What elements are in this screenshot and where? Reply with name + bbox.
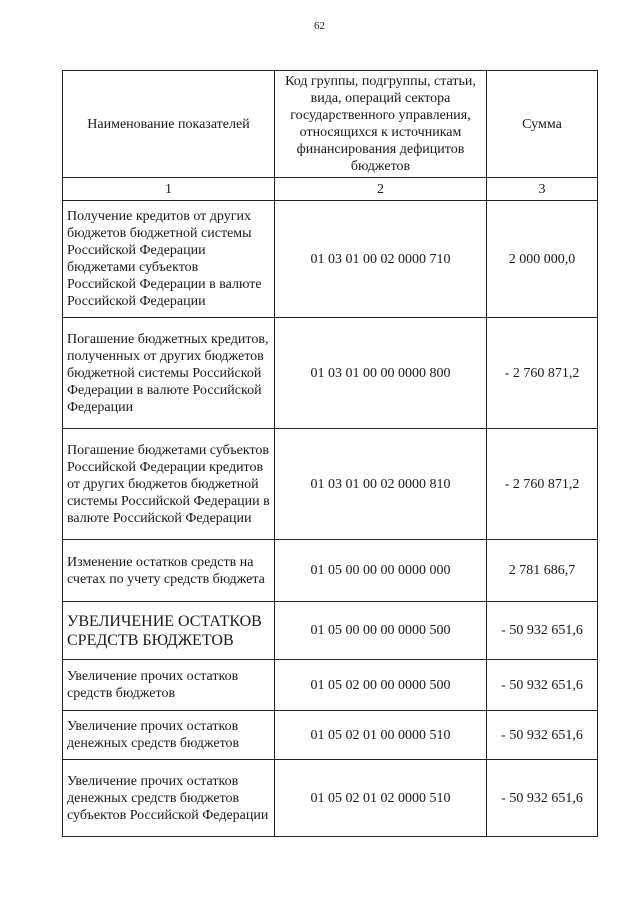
row-code: 01 03 01 00 02 0000 710	[275, 201, 487, 318]
header-indicator-name: Наименование показателей	[63, 71, 275, 178]
row-name: УВЕЛИЧЕНИЕ ОСТАТКОВ СРЕДСТВ БЮДЖЕТОВ	[63, 602, 275, 660]
row-code: 01 05 02 01 00 0000 510	[275, 711, 487, 760]
column-number: 2	[275, 178, 487, 201]
column-number: 3	[487, 178, 598, 201]
row-amount: - 50 932 651,6	[487, 711, 598, 760]
header-amount: Сумма	[487, 71, 598, 178]
page-number: 62	[314, 20, 325, 32]
row-amount: - 50 932 651,6	[487, 602, 598, 660]
row-amount: - 50 932 651,6	[487, 760, 598, 837]
row-name: Погашение бюджетами субъектов Российской Федерации кредитов от других бюджетов бюджетной системы Российской Федерации в валюте Российской Федерации	[63, 429, 275, 540]
table-row	[63, 660, 598, 711]
row-name: Получение кредитов от других бюджетов бюджетной системы Российской Федерации бюджетами субъектов Российской Федерации в валюте Российской Федерации	[63, 201, 275, 318]
column-number: 1	[63, 178, 275, 201]
row-amount: 2 000 000,0	[487, 201, 598, 318]
row-code: 01 03 01 00 00 0000 800	[275, 318, 487, 429]
row-name: Изменение остатков средств на счетах по учету средств бюджета	[63, 540, 275, 602]
row-name: Увеличение прочих остатков денежных средств бюджетов	[63, 711, 275, 760]
row-name: Погашение бюджетных кредитов, полученных от других бюджетов бюджетной системы Российской Федерации в валюте Российской Федерации	[63, 318, 275, 429]
row-code: 01 05 00 00 00 0000 500	[275, 602, 487, 660]
row-amount: - 50 932 651,6	[487, 660, 598, 711]
table-row	[63, 760, 598, 837]
table-row	[63, 201, 598, 318]
row-amount: - 2 760 871,2	[487, 429, 598, 540]
header-classification-code: Код группы, подгруппы, статьи, вида, операций сектора государственного управления, относящихся к источникам финансирования дефицитов бюджетов	[275, 71, 487, 178]
table-row	[63, 711, 598, 760]
row-amount: 2 781 686,7	[487, 540, 598, 602]
row-code: 01 05 02 00 00 0000 500	[275, 660, 487, 711]
table-row	[63, 429, 598, 540]
row-code: 01 05 02 01 02 0000 510	[275, 760, 487, 837]
table-row	[63, 540, 598, 602]
row-code: 01 03 01 00 02 0000 810	[275, 429, 487, 540]
row-name: Увеличение прочих остатков средств бюджетов	[63, 660, 275, 711]
budget-financing-table	[62, 70, 598, 837]
table-row	[63, 318, 598, 429]
table-row	[63, 602, 598, 660]
row-name: Увеличение прочих остатков денежных средств бюджетов субъектов Российской Федерации	[63, 760, 275, 837]
row-code: 01 05 00 00 00 0000 000	[275, 540, 487, 602]
row-amount: - 2 760 871,2	[487, 318, 598, 429]
